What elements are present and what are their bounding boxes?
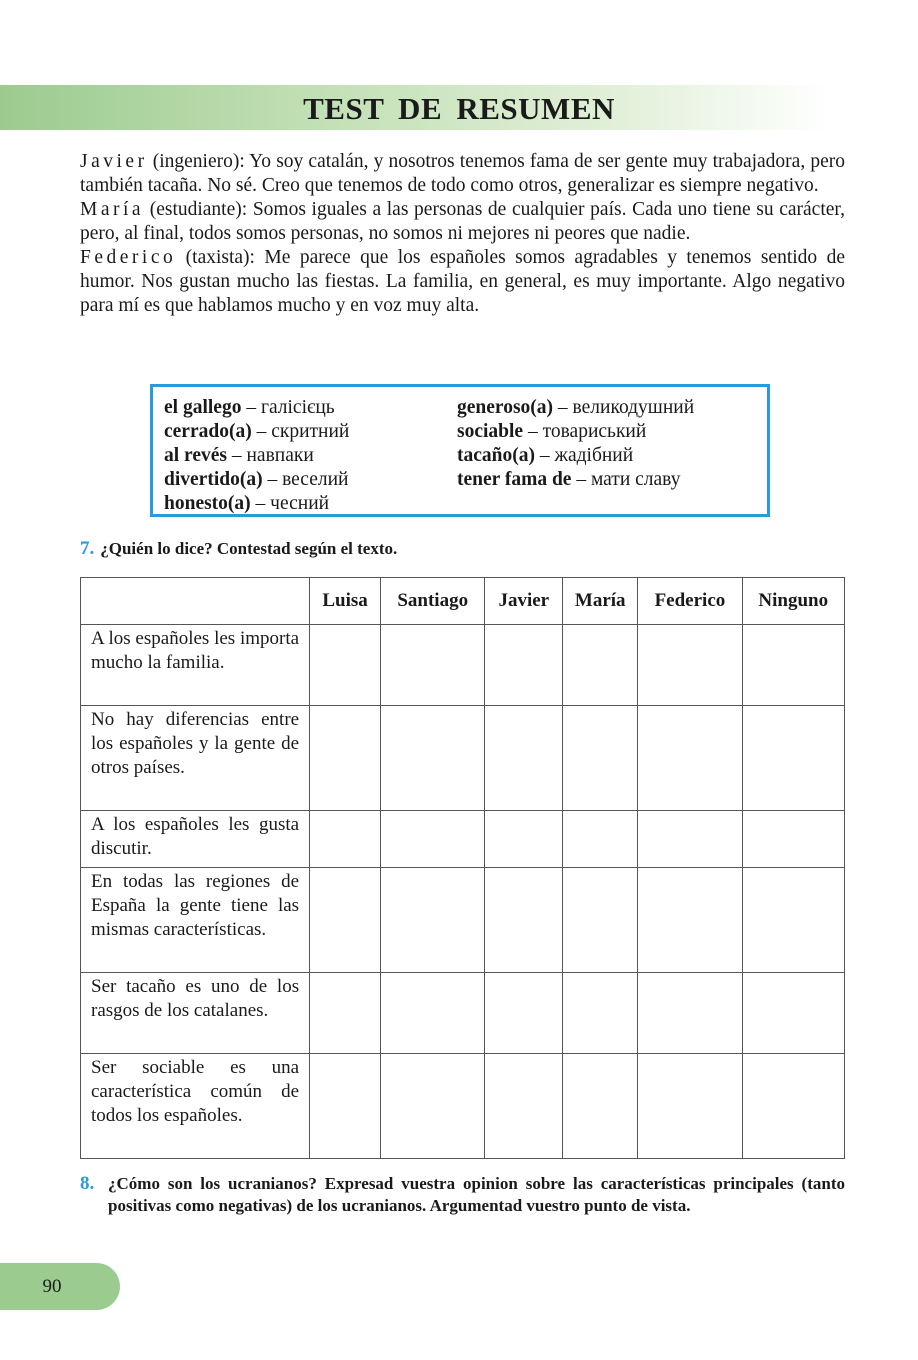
answer-cell[interactable] [742, 1054, 844, 1159]
vocab-entry [457, 468, 694, 492]
table-row [81, 706, 845, 811]
vocab-translation: – мати славу [571, 469, 681, 490]
speaker-name: Federico [80, 247, 177, 268]
column-header: Ninguno [742, 578, 844, 625]
answer-cell[interactable] [485, 625, 563, 706]
answer-cell[interactable] [310, 706, 381, 811]
column-header: Federico [638, 578, 742, 625]
column-header: Santiago [381, 578, 485, 625]
answer-cell[interactable] [638, 625, 742, 706]
vocab-term: el gallego [164, 397, 242, 418]
vocabulary-column-left [164, 396, 349, 516]
answer-cell[interactable] [563, 625, 638, 706]
answer-cell[interactable] [381, 811, 485, 868]
table-row [81, 625, 845, 706]
answer-cell[interactable] [485, 706, 563, 811]
vocab-entry [164, 420, 349, 444]
exercise-7-heading [80, 538, 397, 560]
answer-cell[interactable] [485, 973, 563, 1054]
column-header: Luisa [310, 578, 381, 625]
answer-cell[interactable] [638, 1054, 742, 1159]
answer-cell[interactable] [742, 811, 844, 868]
exercise-8 [80, 1173, 845, 1217]
answer-cell[interactable] [638, 868, 742, 973]
statement-cell: A los españoles les gusta discutir. [81, 811, 310, 868]
statement-text: (ingeniero): Yo soy catalán, y nosotros tenemos fama de ser gente muy trabajadora, pero también tacaña. No sé. Creo que tenemos de todo como otros, generalizar es siempre negativo. [80, 151, 845, 196]
answer-cell[interactable] [485, 811, 563, 868]
vocab-translation: – жадібний [534, 445, 634, 466]
table-row [81, 973, 845, 1054]
table-header-blank [81, 578, 310, 625]
vocab-term: generoso(a) [457, 397, 554, 418]
statement-cell: No hay diferencias entre los españoles y la gente de otros países. [81, 706, 310, 811]
answer-cell[interactable] [563, 868, 638, 973]
page-title: TEST DE RESUMEN [303, 91, 615, 126]
answer-cell[interactable] [485, 868, 563, 973]
answer-cell[interactable] [310, 811, 381, 868]
vocab-entry [164, 468, 349, 492]
answer-cell[interactable] [381, 973, 485, 1054]
vocab-entry [457, 420, 694, 444]
vocab-translation: – скритний [251, 421, 350, 442]
vocab-term: sociable [457, 421, 524, 442]
answer-cell[interactable] [485, 1054, 563, 1159]
vocab-entry [164, 396, 349, 420]
statement-text: (estudiante): Somos iguales a las personas de cualquier país. Cada uno tiene su carácter, pero, al final, todos somos personas, no somos ni mejores ni peores que nadie. [80, 199, 845, 244]
statement-cell: Ser sociable es una característica común de todos los españoles. [81, 1054, 310, 1159]
vocab-translation: – великодушний [553, 397, 695, 418]
exercise-number: 7. [80, 538, 95, 559]
vocab-entry [164, 444, 349, 468]
speaker-name: Javier [80, 151, 148, 172]
page-number: 90 [42, 1276, 62, 1297]
exercise-instruction: ¿Cómo son los ucranianos? Expresad vuestra opinion sobre las características principales (tanto positivas como negativas) de los ucranianos. Argumentad vuestro punto de vista. [108, 1174, 845, 1215]
statement-cell: En todas las regiones de España la gente tiene las mismas características. [81, 868, 310, 973]
statement-cell: Ser tacaño es uno de los rasgos de los catalanes. [81, 973, 310, 1054]
answer-cell[interactable] [742, 625, 844, 706]
vocab-term: honesto(a) [164, 493, 251, 514]
vocab-entry [164, 492, 349, 516]
answer-cell[interactable] [310, 625, 381, 706]
answer-cell[interactable] [638, 973, 742, 1054]
answer-cell[interactable] [310, 868, 381, 973]
answer-cell[interactable] [563, 706, 638, 811]
answer-cell[interactable] [381, 625, 485, 706]
exercise-instruction: ¿Quién lo dice? Contestad según el texto. [100, 539, 398, 558]
column-header: Javier [485, 578, 563, 625]
statement-text: (taxista): Me parece que los españoles somos agradables y tenemos sentido de humor. Nos gustan mucho las fiestas. La familia, en general, es muy importante. Algo negativo para mí es que hablamos mucho y en voz muy alta. [80, 247, 845, 316]
answer-cell[interactable] [381, 706, 485, 811]
answer-cell[interactable] [310, 1054, 381, 1159]
exercise-number: 8. [80, 1173, 95, 1194]
vocab-translation: – навпаки [227, 445, 314, 466]
speaker-name: María [80, 199, 145, 220]
statement-maria [80, 198, 845, 246]
vocab-term: divertido(a) [164, 469, 263, 490]
vocab-translation: – веселий [262, 469, 349, 490]
vocab-term: tener fama de [457, 469, 572, 490]
vocabulary-column-right [457, 396, 694, 492]
answer-cell[interactable] [563, 1054, 638, 1159]
answer-cell[interactable] [638, 706, 742, 811]
vocab-term: al revés [164, 445, 227, 466]
vocabulary-box [150, 384, 770, 517]
vocab-term: tacaño(a) [457, 445, 535, 466]
statement-javier [80, 150, 845, 198]
answer-cell[interactable] [310, 973, 381, 1054]
vocab-entry [457, 444, 694, 468]
table-header-row [81, 578, 845, 625]
answer-cell[interactable] [742, 973, 844, 1054]
table-row [81, 868, 845, 973]
statement-federico [80, 246, 845, 318]
answer-cell[interactable] [742, 868, 844, 973]
vocab-translation: – товариський [523, 421, 647, 442]
table-row [81, 1054, 845, 1159]
vocab-term: cerrado(a) [164, 421, 252, 442]
answer-cell[interactable] [563, 811, 638, 868]
vocab-translation: – галісієць [241, 397, 335, 418]
vocab-translation: – чесний [250, 493, 330, 514]
vocab-entry [457, 396, 694, 420]
statement-cell: A los españoles les importa mucho la familia. [81, 625, 310, 706]
answer-cell[interactable] [381, 1054, 485, 1159]
intro-text [80, 150, 845, 318]
table-row [81, 811, 845, 868]
answer-cell[interactable] [742, 706, 844, 811]
answer-cell[interactable] [381, 868, 485, 973]
answer-cell[interactable] [638, 811, 742, 868]
column-header: María [563, 578, 638, 625]
answer-table [80, 577, 845, 1159]
answer-cell[interactable] [563, 973, 638, 1054]
